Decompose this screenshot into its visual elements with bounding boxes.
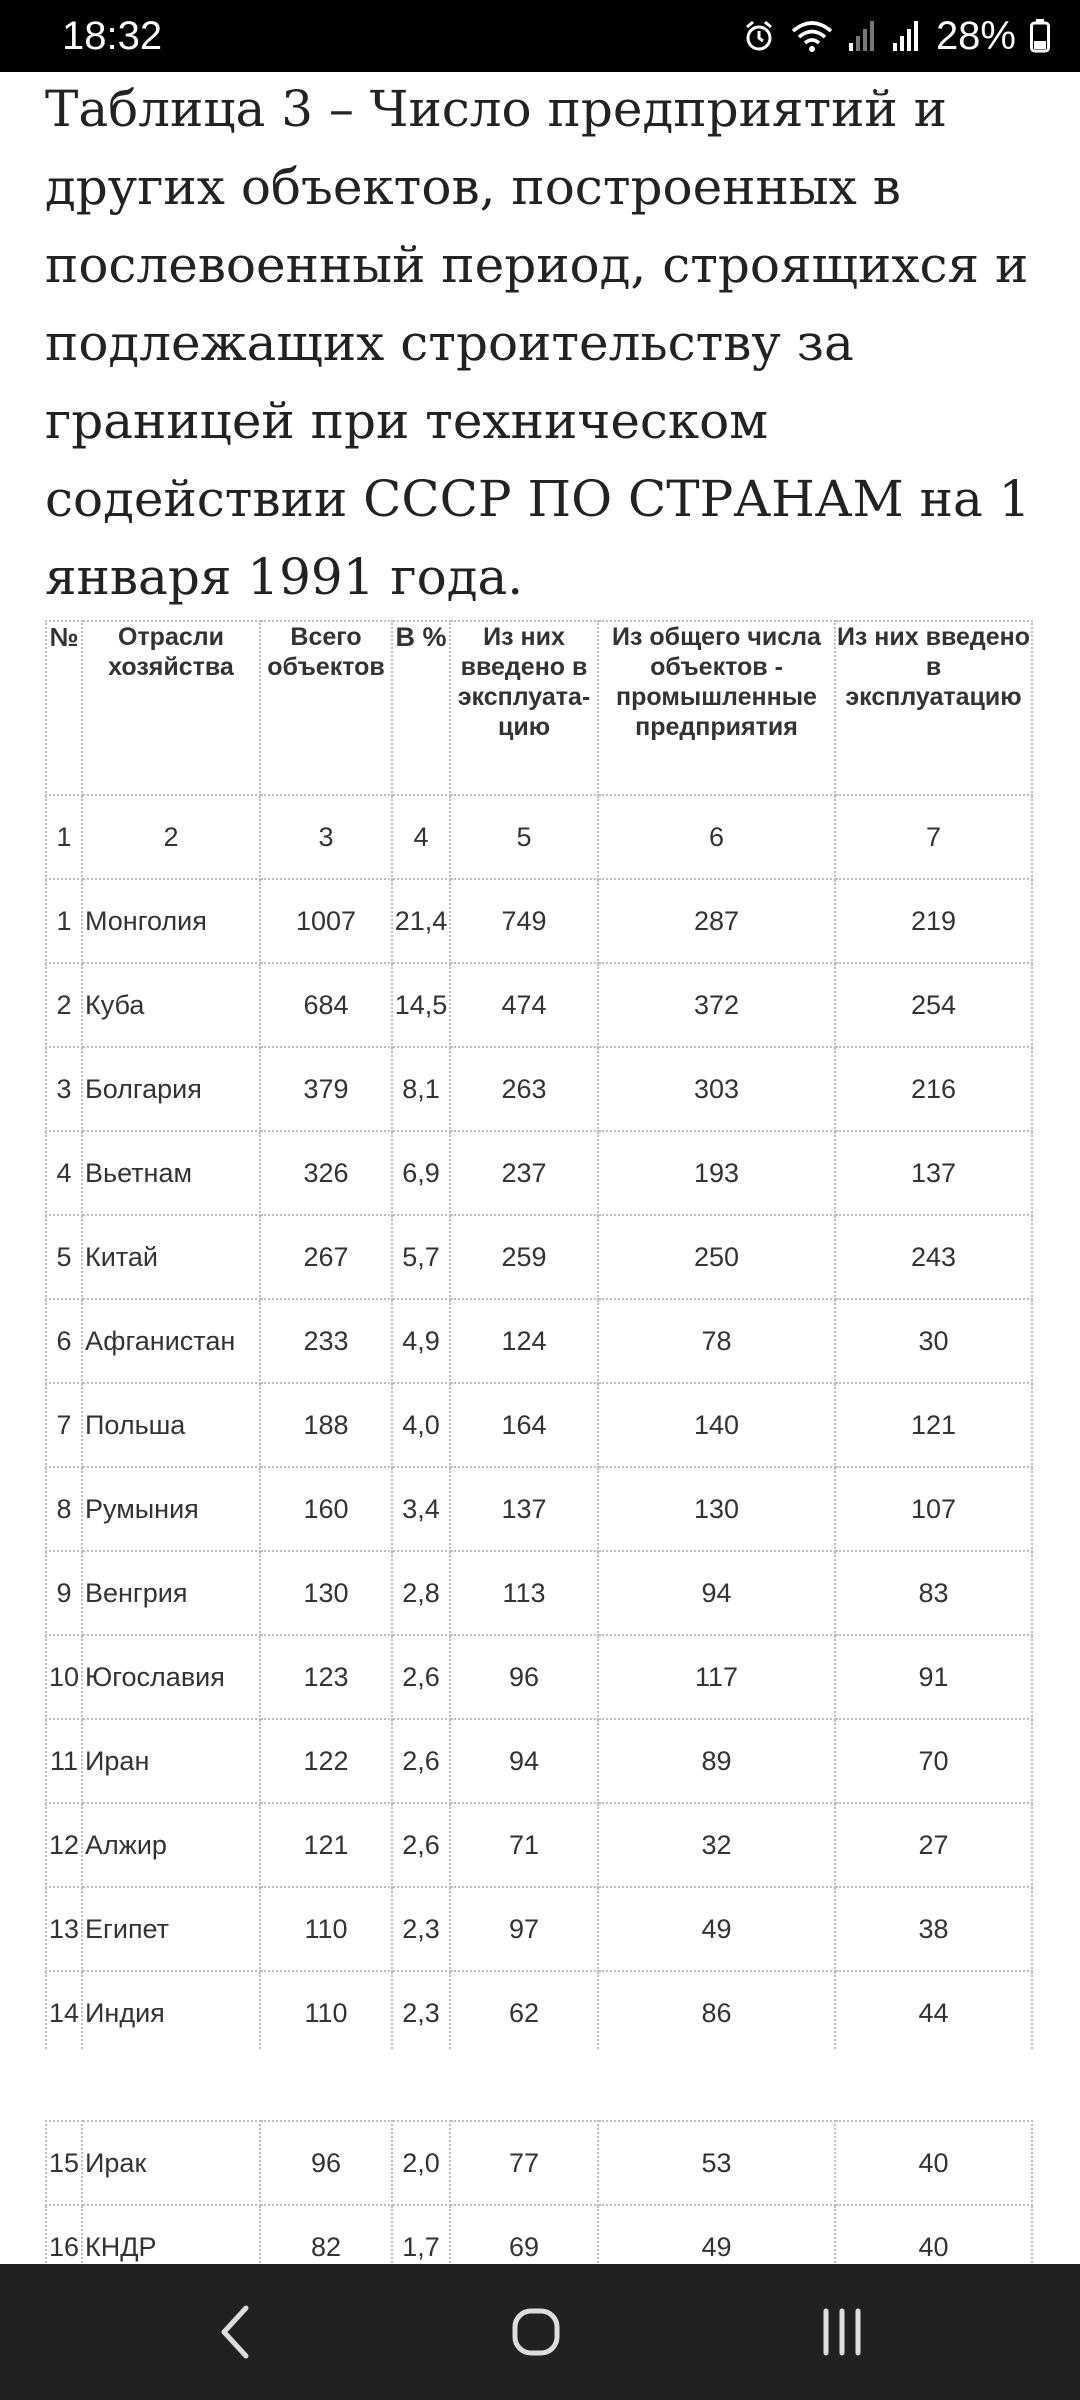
index-row bbox=[46, 795, 1032, 879]
alarm-icon bbox=[742, 19, 776, 53]
table-cell-operational: 263 bbox=[450, 1047, 598, 1131]
table-cell-n: 13 bbox=[46, 1887, 82, 1971]
table-row bbox=[46, 879, 1032, 963]
table-cell-industrial-operational: 40 bbox=[835, 2205, 1032, 2289]
table-cell-total: 160 bbox=[260, 1467, 392, 1551]
index-cell: 6 bbox=[598, 795, 835, 879]
table-row bbox=[46, 1719, 1032, 1803]
table-cell-industrial-operational: 243 bbox=[835, 1215, 1032, 1299]
table-cell-country: Египет bbox=[82, 1887, 260, 1971]
table-cell-pct: 5,7 bbox=[392, 1215, 450, 1299]
index-cell: 7 bbox=[835, 795, 1032, 879]
page-gap bbox=[45, 2050, 1045, 2120]
table-cell-industrial-operational: 40 bbox=[835, 2121, 1032, 2205]
table-cell-industrial-operational: 38 bbox=[835, 1887, 1032, 1971]
table-cell-total: 233 bbox=[260, 1299, 392, 1383]
table-cell-pct: 4,9 bbox=[392, 1299, 450, 1383]
index-cell: 3 bbox=[260, 795, 392, 879]
home-icon bbox=[511, 2307, 561, 2357]
table-cell-n: 9 bbox=[46, 1551, 82, 1635]
back-icon bbox=[216, 2304, 256, 2360]
table-cell-operational: 71 bbox=[450, 1803, 598, 1887]
table-cell-industrial-operational: 44 bbox=[835, 1971, 1032, 2055]
wifi-icon bbox=[790, 18, 834, 54]
back-button[interactable] bbox=[206, 2302, 266, 2362]
header-cell: В % bbox=[392, 621, 450, 795]
table-row bbox=[46, 1635, 1032, 1719]
table-cell-operational: 237 bbox=[450, 1131, 598, 1215]
table-cell-pct: 14,5 bbox=[392, 963, 450, 1047]
table-cell-n: 7 bbox=[46, 1383, 82, 1467]
table-row bbox=[46, 1131, 1032, 1215]
page-title: Таблица 3 – Число предприятий и других объектов, построенных в послевоенный период, строящихся и подлежащих строительству за границей при техническом содействии СССР ПО СТРАНАМ на 1 января 1991 года. bbox=[45, 80, 1031, 606]
table-row bbox=[46, 1803, 1032, 1887]
table-row bbox=[46, 1299, 1032, 1383]
table-row bbox=[46, 1383, 1032, 1467]
table-cell-industrial: 193 bbox=[598, 1131, 835, 1215]
table-cell-n: 8 bbox=[46, 1467, 82, 1551]
table-cell-n: 5 bbox=[46, 1215, 82, 1299]
table-cell-country: Венгрия bbox=[82, 1551, 260, 1635]
table-cell-pct: 4,0 bbox=[392, 1383, 450, 1467]
table-cell-operational: 69 bbox=[450, 2205, 598, 2289]
table-cell-pct: 2,3 bbox=[392, 1887, 450, 1971]
table-cell-country: Румыния bbox=[82, 1467, 260, 1551]
table-cell-country: Ирак bbox=[82, 2121, 260, 2205]
table-row bbox=[46, 963, 1032, 1047]
table-cell-operational: 749 bbox=[450, 879, 598, 963]
table-cell-country: Вьетнам bbox=[82, 1131, 260, 1215]
table-cell-pct: 8,1 bbox=[392, 1047, 450, 1131]
table-cell-industrial: 89 bbox=[598, 1719, 835, 1803]
table-cell-industrial: 32 bbox=[598, 1803, 835, 1887]
table-cell-country: Монголия bbox=[82, 879, 260, 963]
table-cell-total: 326 bbox=[260, 1131, 392, 1215]
table-cell-operational: 77 bbox=[450, 2121, 598, 2205]
data-table bbox=[45, 620, 1033, 2056]
table-cell-pct: 21,4 bbox=[392, 879, 450, 963]
table-row bbox=[46, 1551, 1032, 1635]
table-cell-country: Алжир bbox=[82, 1803, 260, 1887]
battery-icon bbox=[1030, 19, 1050, 53]
table-cell-pct: 2,0 bbox=[392, 2121, 450, 2205]
table-cell-industrial-operational: 30 bbox=[835, 1299, 1032, 1383]
table-cell-total: 684 bbox=[260, 963, 392, 1047]
table-cell-industrial: 53 bbox=[598, 2121, 835, 2205]
table-cell-industrial: 372 bbox=[598, 963, 835, 1047]
table-cell-operational: 137 bbox=[450, 1467, 598, 1551]
table-cell-pct: 1,7 bbox=[392, 2205, 450, 2289]
table-cell-industrial: 94 bbox=[598, 1551, 835, 1635]
table-cell-pct: 2,6 bbox=[392, 1719, 450, 1803]
table-row bbox=[46, 1215, 1032, 1299]
table-cell-operational: 124 bbox=[450, 1299, 598, 1383]
header-cell: Из них введено в эксплуатацию bbox=[835, 621, 1032, 795]
table-cell-total: 110 bbox=[260, 1887, 392, 1971]
status-time: 18:32 bbox=[62, 14, 163, 58]
table-cell-industrial-operational: 121 bbox=[835, 1383, 1032, 1467]
table-cell-total: 121 bbox=[260, 1803, 392, 1887]
table-cell-country: Югославия bbox=[82, 1635, 260, 1719]
table-cell-pct: 2,3 bbox=[392, 1971, 450, 2055]
table-cell-total: 96 bbox=[260, 2121, 392, 2205]
index-cell: 2 bbox=[82, 795, 260, 879]
table-cell-n: 15 bbox=[46, 2121, 82, 2205]
table-cell-n: 11 bbox=[46, 1719, 82, 1803]
table-cell-industrial: 117 bbox=[598, 1635, 835, 1719]
table-cell-pct: 2,8 bbox=[392, 1551, 450, 1635]
index-cell: 5 bbox=[450, 795, 598, 879]
table-cell-industrial: 287 bbox=[598, 879, 835, 963]
table-cell-country: КНДР bbox=[82, 2205, 260, 2289]
status-bar bbox=[0, 0, 1080, 72]
header-row bbox=[46, 621, 1032, 795]
table-cell-country: Польша bbox=[82, 1383, 260, 1467]
battery-percent: 28% bbox=[935, 13, 1016, 58]
header-cell: Всего объектов bbox=[260, 621, 392, 795]
header-cell: Отрасли хозяйства bbox=[82, 621, 260, 795]
table-cell-total: 1007 bbox=[260, 879, 392, 963]
table-cell-country: Куба bbox=[82, 963, 260, 1047]
table-cell-industrial-operational: 91 bbox=[835, 1635, 1032, 1719]
table-cell-total: 188 bbox=[260, 1383, 392, 1467]
table-cell-n: 3 bbox=[46, 1047, 82, 1131]
recents-button[interactable] bbox=[812, 2302, 872, 2362]
table-cell-total: 267 bbox=[260, 1215, 392, 1299]
table-cell-n: 6 bbox=[46, 1299, 82, 1383]
table-cell-pct: 3,4 bbox=[392, 1467, 450, 1551]
table-cell-industrial: 49 bbox=[598, 2205, 835, 2289]
table-cell-operational: 474 bbox=[450, 963, 598, 1047]
header-cell: Из них введено в эксплуата-цию bbox=[450, 621, 598, 795]
table-row bbox=[46, 1887, 1032, 1971]
status-icons bbox=[742, 14, 1050, 58]
header-cell: № bbox=[46, 621, 82, 795]
table-cell-total: 82 bbox=[260, 2205, 392, 2289]
recents-icon bbox=[818, 2307, 866, 2357]
table-row bbox=[46, 2121, 1032, 2205]
table-cell-industrial-operational: 27 bbox=[835, 1803, 1032, 1887]
table-cell-n: 14 bbox=[46, 1971, 82, 2055]
table-cell-total: 110 bbox=[260, 1971, 392, 2055]
table-cell-operational: 62 bbox=[450, 1971, 598, 2055]
table-cell-n: 12 bbox=[46, 1803, 82, 1887]
index-cell: 4 bbox=[392, 795, 450, 879]
index-cell: 1 bbox=[46, 795, 82, 879]
table-cell-operational: 94 bbox=[450, 1719, 598, 1803]
table-cell-total: 123 bbox=[260, 1635, 392, 1719]
table-cell-industrial: 86 bbox=[598, 1971, 835, 2055]
table-cell-industrial-operational: 137 bbox=[835, 1131, 1032, 1215]
table-cell-pct: 2,6 bbox=[392, 1803, 450, 1887]
table-cell-industrial: 140 bbox=[598, 1383, 835, 1467]
table-cell-industrial: 250 bbox=[598, 1215, 835, 1299]
table-cell-operational: 96 bbox=[450, 1635, 598, 1719]
table-cell-industrial-operational: 219 bbox=[835, 879, 1032, 963]
table-cell-industrial: 303 bbox=[598, 1047, 835, 1131]
table-cell-country: Иран bbox=[82, 1719, 260, 1803]
table-cell-industrial-operational: 83 bbox=[835, 1551, 1032, 1635]
table-cell-n: 1 bbox=[46, 879, 82, 963]
table-cell-country: Китай bbox=[82, 1215, 260, 1299]
table-cell-pct: 6,9 bbox=[392, 1131, 450, 1215]
home-button[interactable] bbox=[506, 2302, 566, 2362]
table-cell-industrial-operational: 107 bbox=[835, 1467, 1032, 1551]
table-row bbox=[46, 1467, 1032, 1551]
table-cell-n: 16 bbox=[46, 2205, 82, 2289]
table-cell-operational: 164 bbox=[450, 1383, 598, 1467]
table-cell-total: 122 bbox=[260, 1719, 392, 1803]
table-cell-operational: 259 bbox=[450, 1215, 598, 1299]
table-cell-industrial: 49 bbox=[598, 1887, 835, 1971]
table-row bbox=[46, 1047, 1032, 1131]
signal-icon bbox=[892, 19, 922, 53]
table-cell-industrial-operational: 254 bbox=[835, 963, 1032, 1047]
table-cell-n: 10 bbox=[46, 1635, 82, 1719]
table-cell-n: 2 bbox=[46, 963, 82, 1047]
table-cell-total: 379 bbox=[260, 1047, 392, 1131]
table-row bbox=[46, 1971, 1032, 2055]
table-cell-country: Индия bbox=[82, 1971, 260, 2055]
table-cell-country: Афганистан bbox=[82, 1299, 260, 1383]
table-cell-operational: 97 bbox=[450, 1887, 598, 1971]
table-cell-pct: 2,6 bbox=[392, 1635, 450, 1719]
table-cell-n: 4 bbox=[46, 1131, 82, 1215]
header-cell: Из общего числа объектов - промышленные предприятия bbox=[598, 621, 835, 795]
table-cell-total: 130 bbox=[260, 1551, 392, 1635]
signal-icon bbox=[848, 19, 878, 53]
table-cell-industrial-operational: 216 bbox=[835, 1047, 1032, 1131]
table-cell-industrial: 78 bbox=[598, 1299, 835, 1383]
table-cell-industrial-operational: 70 bbox=[835, 1719, 1032, 1803]
table-cell-operational: 113 bbox=[450, 1551, 598, 1635]
table-cell-industrial: 130 bbox=[598, 1467, 835, 1551]
navigation-bar bbox=[0, 2264, 1080, 2400]
table-cell-country: Болгария bbox=[82, 1047, 260, 1131]
